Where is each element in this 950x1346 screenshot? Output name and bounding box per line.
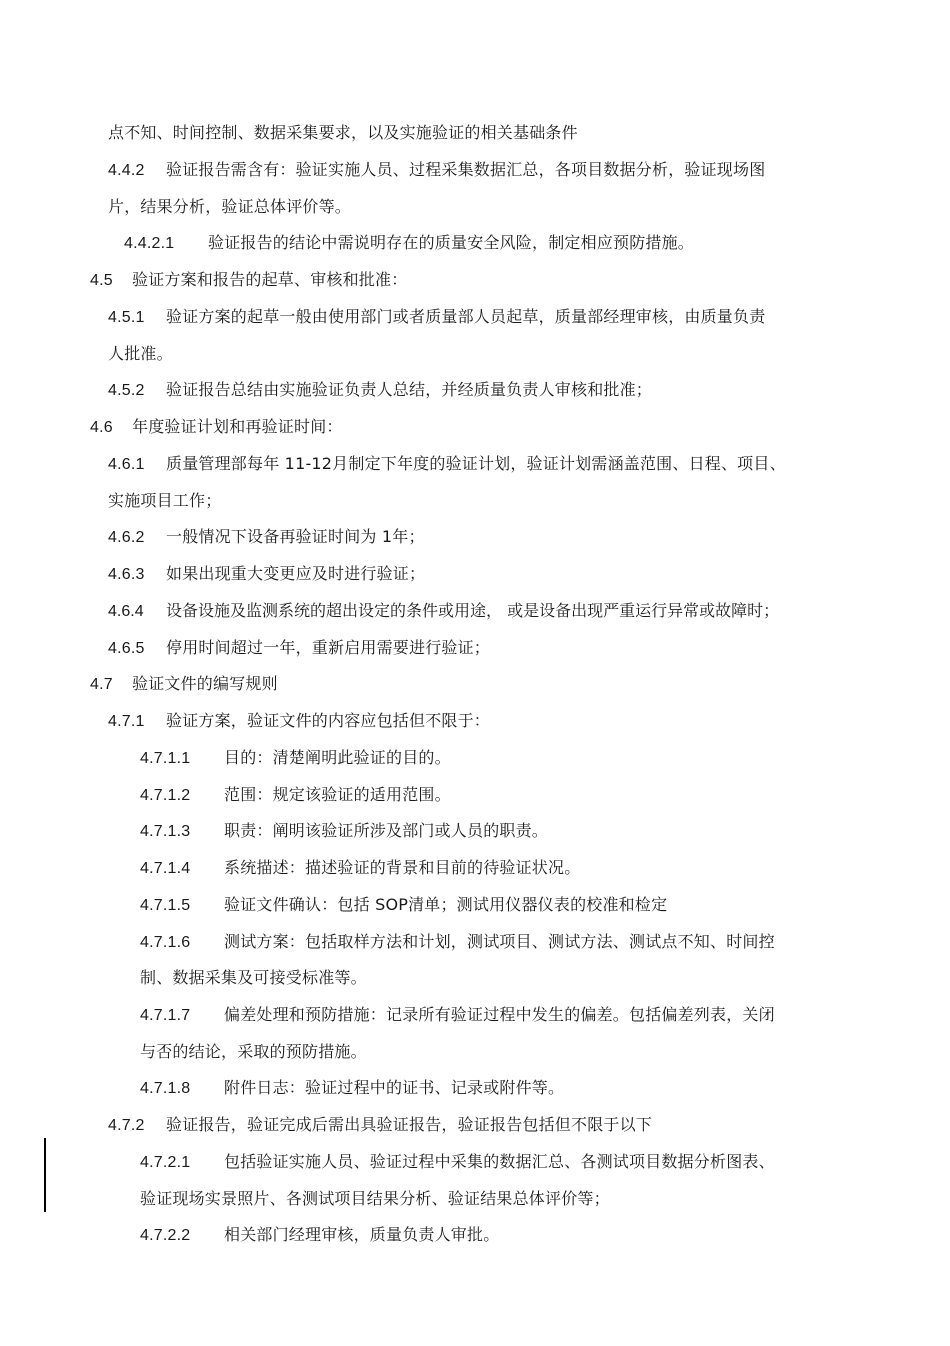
section-number: 4.7.1.5	[140, 897, 191, 914]
section-number: 4.7.1	[108, 713, 145, 730]
section-number: 4.4.2.1	[124, 235, 175, 252]
section-4-7-2	[108, 1115, 652, 1136]
section-text: 包括验证实施人员、验证过程中采集的数据汇总、各测试项目数据分析图表、	[224, 1152, 775, 1171]
change-bar	[44, 1138, 46, 1212]
section-4-4-2	[108, 160, 765, 181]
section-4-6-5	[108, 638, 490, 659]
line-text: 实施项目工作；	[108, 491, 222, 510]
text-line	[108, 344, 173, 364]
section-number: 4.6.5	[108, 640, 145, 657]
section-text: 如果出现重大变更应及时进行验证；	[166, 564, 426, 583]
section-number: 4.7.1.8	[140, 1080, 191, 1097]
section-number: 4.7.1.3	[140, 823, 191, 840]
line-text: 制、数据采集及可接受标准等。	[140, 968, 367, 987]
section-4-7	[90, 674, 278, 695]
section-number: 4.6.4	[108, 603, 144, 620]
section-number: 4.6.3	[108, 566, 145, 583]
section-4-6-2	[108, 527, 425, 548]
section-text: 验证方案和报告的起草、审核和批准：	[132, 270, 408, 289]
text-line	[140, 1189, 610, 1209]
section-number: 4.5	[90, 272, 113, 289]
section-text: 范围：规定该验证的适用范围。	[224, 785, 451, 804]
section-text: 验证报告需含有：验证实施人员、过程采集数据汇总，各项目数据分析，验证现场图	[166, 160, 766, 179]
section-number: 4.7.2.1	[140, 1154, 191, 1171]
section-number: 4.7.1.4	[140, 860, 191, 877]
section-text: 验证文件的编写规则	[132, 674, 278, 693]
section-number: 4.5.2	[108, 382, 145, 399]
section-number: 4.7.1.1	[140, 750, 191, 767]
section-text: 验证方案的起草一般由使用部门或者质量部人员起草，质量部经理审核，由质量负责	[166, 307, 766, 326]
section-4-7-2-2	[140, 1225, 499, 1246]
section-4-7-1-8	[140, 1078, 564, 1099]
section-text: 偏差处理和预防措施：记录所有验证过程中发生的偏差。包括偏差列表，关闭	[224, 1005, 775, 1024]
section-text: 附件日志：验证过程中的证书、记录或附件等。	[224, 1078, 565, 1097]
section-number: 4.6.1	[108, 456, 145, 473]
section-text: 一般情况下设备再验证时间为 1年；	[166, 527, 425, 546]
section-number: 4.7.1.7	[140, 1007, 191, 1024]
text-line	[140, 968, 367, 988]
section-text: 设备设施及监测系统的超出设定的条件或用途， 或是设备出现严重运行异常或故障时；	[166, 601, 780, 620]
line-text: 人批准。	[108, 344, 173, 363]
section-4-4-2-1	[124, 233, 694, 254]
section-text: 验证报告总结由实施验证负责人总结，并经质量负责人审核和批准；	[166, 380, 653, 399]
section-text: 系统描述：描述验证的背景和目前的待验证状况。	[224, 858, 581, 877]
text-line	[140, 1042, 367, 1062]
section-text: 测试方案：包括取样方法和计划，测试项目、测试方法、测试点不知、时间控	[224, 932, 775, 951]
section-text: 验证文件确认：包括 SOP清单；测试用仪器仪表的校准和检定	[224, 895, 668, 914]
section-text: 验证报告的结论中需说明存在的质量安全风险，制定相应预防措施。	[208, 233, 695, 252]
section-4-7-1-7	[140, 1005, 775, 1026]
section-text: 验证方案，验证文件的内容应包括但不限于：	[166, 711, 491, 730]
section-number: 4.7.1.6	[140, 934, 191, 951]
section-4-7-1-3	[140, 821, 548, 842]
section-text: 验证报告，验证完成后需出具验证报告，验证报告包括但不限于以下	[166, 1115, 653, 1134]
section-4-7-1-5	[140, 895, 667, 916]
section-4-6-3	[108, 564, 425, 585]
section-4-7-1-4	[140, 858, 580, 879]
section-4-7-1-2	[140, 785, 451, 806]
section-4-7-1-6	[140, 932, 775, 953]
line-text: 与否的结论，采取的预防措施。	[140, 1042, 367, 1061]
section-number: 4.7.2.2	[140, 1227, 191, 1244]
text-line	[108, 491, 221, 511]
text-line	[108, 197, 351, 217]
section-4-7-1	[108, 711, 490, 732]
section-text: 相关部门经理审核，质量负责人审批。	[224, 1225, 500, 1244]
section-number: 4.7.1.2	[140, 787, 191, 804]
section-number: 4.7	[90, 676, 113, 693]
section-4-6-1	[108, 454, 786, 475]
section-number: 4.6	[90, 419, 113, 436]
section-4-6	[90, 417, 343, 438]
text-line	[108, 123, 578, 143]
section-text: 目的：清楚阐明此验证的目的。	[224, 748, 451, 767]
section-number: 4.5.1	[108, 309, 145, 326]
section-number: 4.4.2	[108, 162, 145, 179]
section-number: 4.7.2	[108, 1117, 145, 1134]
section-text: 年度验证计划和再验证时间：	[132, 417, 343, 436]
section-text: 质量管理部每年 11-12月制定下年度的验证计划，验证计划需涵盖范围、日程、项目、	[166, 454, 786, 473]
section-4-5	[90, 270, 407, 291]
section-4-5-2	[108, 380, 652, 401]
line-text: 点不知、时间控制、数据采集要求，以及实施验证的相关基础条件	[108, 123, 578, 142]
section-4-6-4	[108, 601, 779, 622]
line-text: 片，结果分析，验证总体评价等。	[108, 197, 352, 216]
line-text: 验证现场实景照片、各测试项目结果分析、验证结果总体评价等；	[140, 1189, 610, 1208]
section-4-7-2-1	[140, 1152, 775, 1173]
section-number: 4.6.2	[108, 529, 145, 546]
section-text: 停用时间超过一年，重新启用需要进行验证；	[166, 638, 491, 657]
section-4-7-1-1	[140, 748, 451, 769]
section-4-5-1	[108, 307, 765, 328]
section-text: 职责：阐明该验证所涉及部门或人员的职责。	[224, 821, 549, 840]
